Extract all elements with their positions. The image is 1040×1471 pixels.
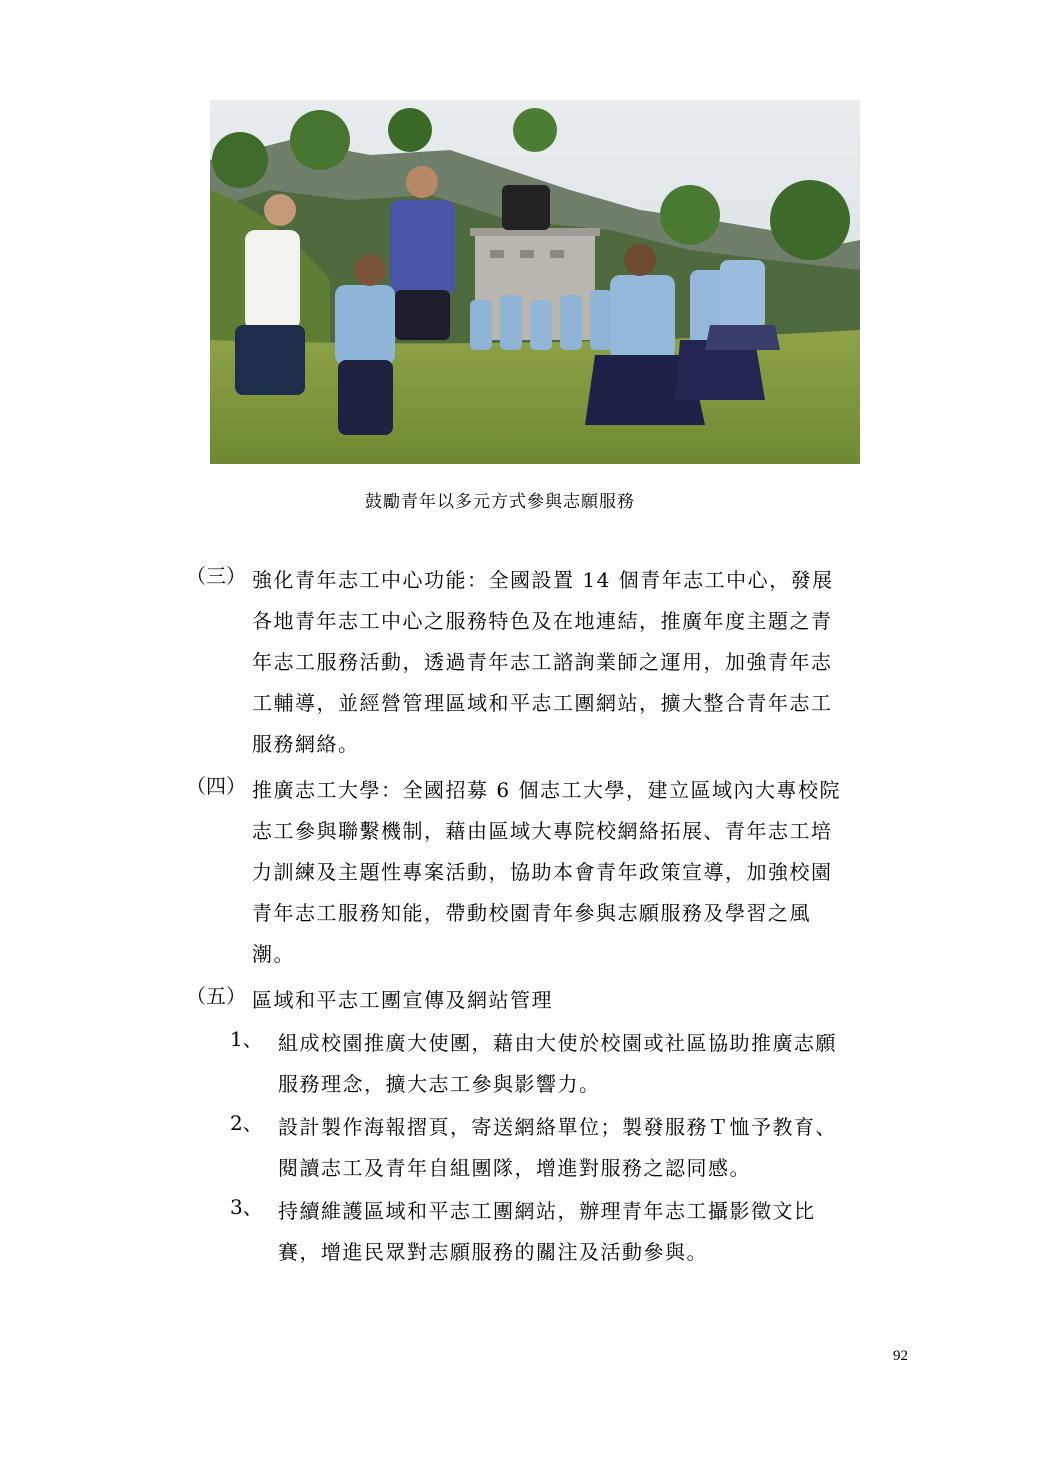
list-item-line: 賽，增進民眾對志願服務的關注及活動參與。 (278, 1240, 708, 1264)
section-3-line: 各地青年志工中心之服務特色及在地連結，推廣年度主題之青 (252, 609, 833, 633)
section-3-line: 年志工服務活動，透過青年志工諮詢業師之運用，加強青年志 (252, 650, 833, 674)
page-number: 92 (893, 1348, 908, 1364)
list-item-3 (230, 1191, 816, 1273)
list-item-line: 持續維護區域和平志工團網站，辦理青年志工攝影徵文比 (278, 1199, 816, 1223)
section-3-line: 強化青年志工中心功能：全國設置 14 個青年志工中心，發展 (252, 568, 834, 592)
list-item-1-marker: 1、 (230, 1027, 263, 1051)
section-5 (186, 980, 553, 1021)
section-4 (186, 770, 841, 975)
section-3-line: 服務網絡。 (252, 732, 360, 756)
list-item-line: 服務理念，擴大志工參與影響力。 (278, 1072, 601, 1096)
list-item-line: 設計製作海報摺頁，寄送網絡單位；製發服務Ｔ恤予教育、 (278, 1115, 837, 1139)
section-5-line: 區域和平志工團宣傳及網站管理 (252, 988, 553, 1012)
list-item-line: 組成校園推廣大使團，藉由大使於校園或社區協助推廣志願 (278, 1031, 837, 1055)
list-item-3-marker: 3、 (230, 1195, 263, 1219)
section-4-line: 力訓練及主題性專案活動，協助本會青年政策宣導，加強校園 (252, 860, 833, 884)
list-item-2 (230, 1107, 837, 1189)
section-3-line: 工輔導，並經營管理區域和平志工團網站，擴大整合青年志工 (252, 691, 833, 715)
section-4-line: 志工參與聯繫機制，藉由區域大專院校網絡拓展、青年志工培 (252, 819, 833, 843)
section-4-line: 潮。 (252, 942, 295, 966)
section-4-marker: （四） (186, 774, 246, 798)
list-item-2-marker: 2、 (230, 1111, 263, 1135)
section-4-line: 青年志工服務知能，帶動校園青年參與志願服務及學習之風 (252, 901, 811, 925)
section-3-marker: （三） (186, 564, 246, 588)
section-4-line: 推廣志工大學：全國招募 6 個志工大學，建立區域內大專校院 (252, 778, 841, 802)
list-item-line: 閱讀志工及青年自組團隊，增進對服務之認同感。 (278, 1156, 751, 1180)
section-3 (186, 560, 834, 765)
section-5-marker: （五） (186, 984, 246, 1008)
list-item-1 (230, 1023, 837, 1105)
photo-caption: 鼓勵青年以多元方式參與志願服務 (365, 492, 635, 512)
volunteers-playing-with-children-photo (210, 100, 860, 464)
volunteer-photo (210, 100, 860, 464)
